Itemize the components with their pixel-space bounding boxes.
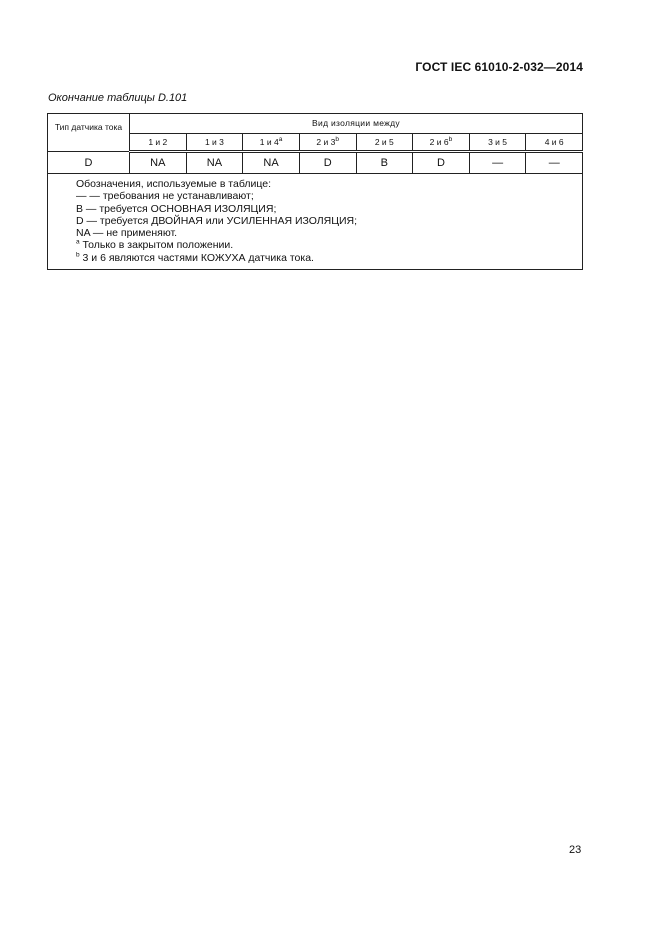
note-line: — — требования не устанавливают;: [76, 190, 254, 203]
page-number: 23: [569, 844, 582, 856]
column-header: 4 и 6: [526, 133, 583, 152]
footnote-b: $^b$ 3 и 6 являются частями КОЖУХА датчика тока.: [76, 251, 314, 264]
column-header: 3 и 5: [469, 133, 526, 152]
note-line: D — требуется ДВОЙНАЯ или УСИЛЕННАЯ ИЗОЛЯЦИЯ;: [76, 214, 358, 227]
table-cell: NA: [243, 152, 300, 174]
table-row: [48, 152, 583, 174]
table-cell: B: [356, 152, 413, 174]
note-line: Обозначения, используемые в таблице:: [76, 178, 272, 190]
column-header: 1 и 3: [186, 133, 243, 152]
note-line: В — требуется ОСНОВНАЯ ИЗОЛЯЦИЯ;: [76, 202, 277, 215]
table-cell: NA: [186, 152, 243, 174]
column-header: 2 и 6$^b$: [413, 133, 470, 152]
document-standard-number: ГОСТ IEC 61010-2-032—2014: [415, 60, 583, 74]
table-caption: Окончание таблицы D.101: [48, 92, 188, 104]
current-sensor-type-header: Тип датчика тока: [48, 114, 130, 152]
sensor-type-cell: D: [48, 152, 130, 174]
table-cell: —: [469, 152, 526, 174]
table-cell: —: [526, 152, 583, 174]
table-cell: D: [413, 152, 470, 174]
note-line: NA — не применяют.: [76, 227, 178, 240]
column-header: 1 и 4$^a$: [243, 133, 300, 152]
table-notes: [48, 174, 583, 270]
table-cell: D: [299, 152, 356, 174]
footnote-a: $^a$ Только в закрытом положении.: [76, 238, 234, 252]
column-header: 2 и 3$^b$: [299, 133, 356, 152]
column-header: 2 и 5: [356, 133, 413, 152]
column-header: 1 и 2: [130, 133, 187, 152]
table-cell: NA: [130, 152, 187, 174]
insulation-type-group-header: Вид изоляции между: [130, 114, 583, 134]
insulation-table: [47, 113, 583, 270]
